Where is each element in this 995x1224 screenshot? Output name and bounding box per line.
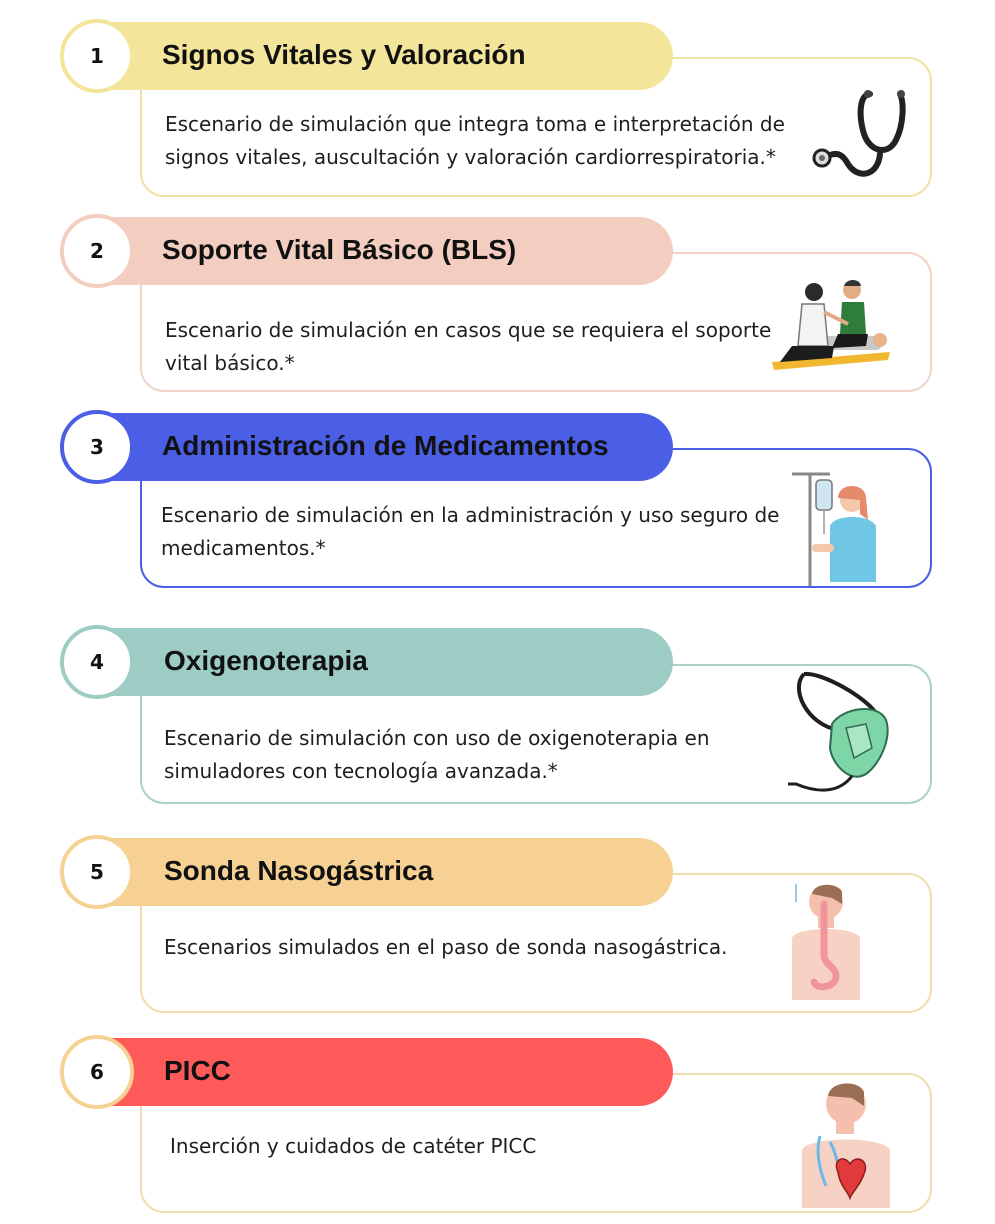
item-5-description: Escenarios simulados en el paso de sonda nasogástrica. [164,935,728,959]
nasogastric-tube-icon [788,880,864,1004]
item-6-number-badge: 6 [60,1035,134,1109]
item-3-title: Administración de Medicamentos [162,430,609,461]
item-1-number-badge: 1 [60,19,134,93]
iv-drip-nurse-icon [790,470,880,588]
item-6-title: PICC [164,1055,231,1086]
item-4-number-badge: 4 [60,625,134,699]
item-5-number-badge: 5 [60,835,134,909]
item-2-title: Soporte Vital Básico (BLS) [162,234,517,265]
item-4-title: Oxigenoterapia [164,645,368,676]
item-2-number-badge: 2 [60,214,134,288]
cpr-rescuers-icon [762,276,894,374]
item-5-title: Sonda Nasogástrica [164,855,434,886]
item-6-description: Inserción y cuidados de catéter PICC [170,1134,537,1158]
picc-heart-icon [800,1076,892,1210]
item-4-description: Escenario de simulación con uso de oxigenoterapia en simuladores con tecnología avanzada.* [164,726,710,783]
item-3-number-badge: 3 [60,410,134,484]
oxygen-mask-icon [782,668,892,802]
stethoscope-icon [808,84,918,184]
item-1-title: Signos Vitales y Valoración [162,39,526,70]
item-2-description: Escenario de simulación en casos que se requiera el soporte vital básico.* [165,318,772,375]
item-3-description: Escenario de simulación en la administración y uso seguro de medicamentos.* [161,503,780,560]
item-1-description: Escenario de simulación que integra toma e interpretación de signos vitales, auscultación y valoración cardiorrespiratoria.* [165,112,785,169]
